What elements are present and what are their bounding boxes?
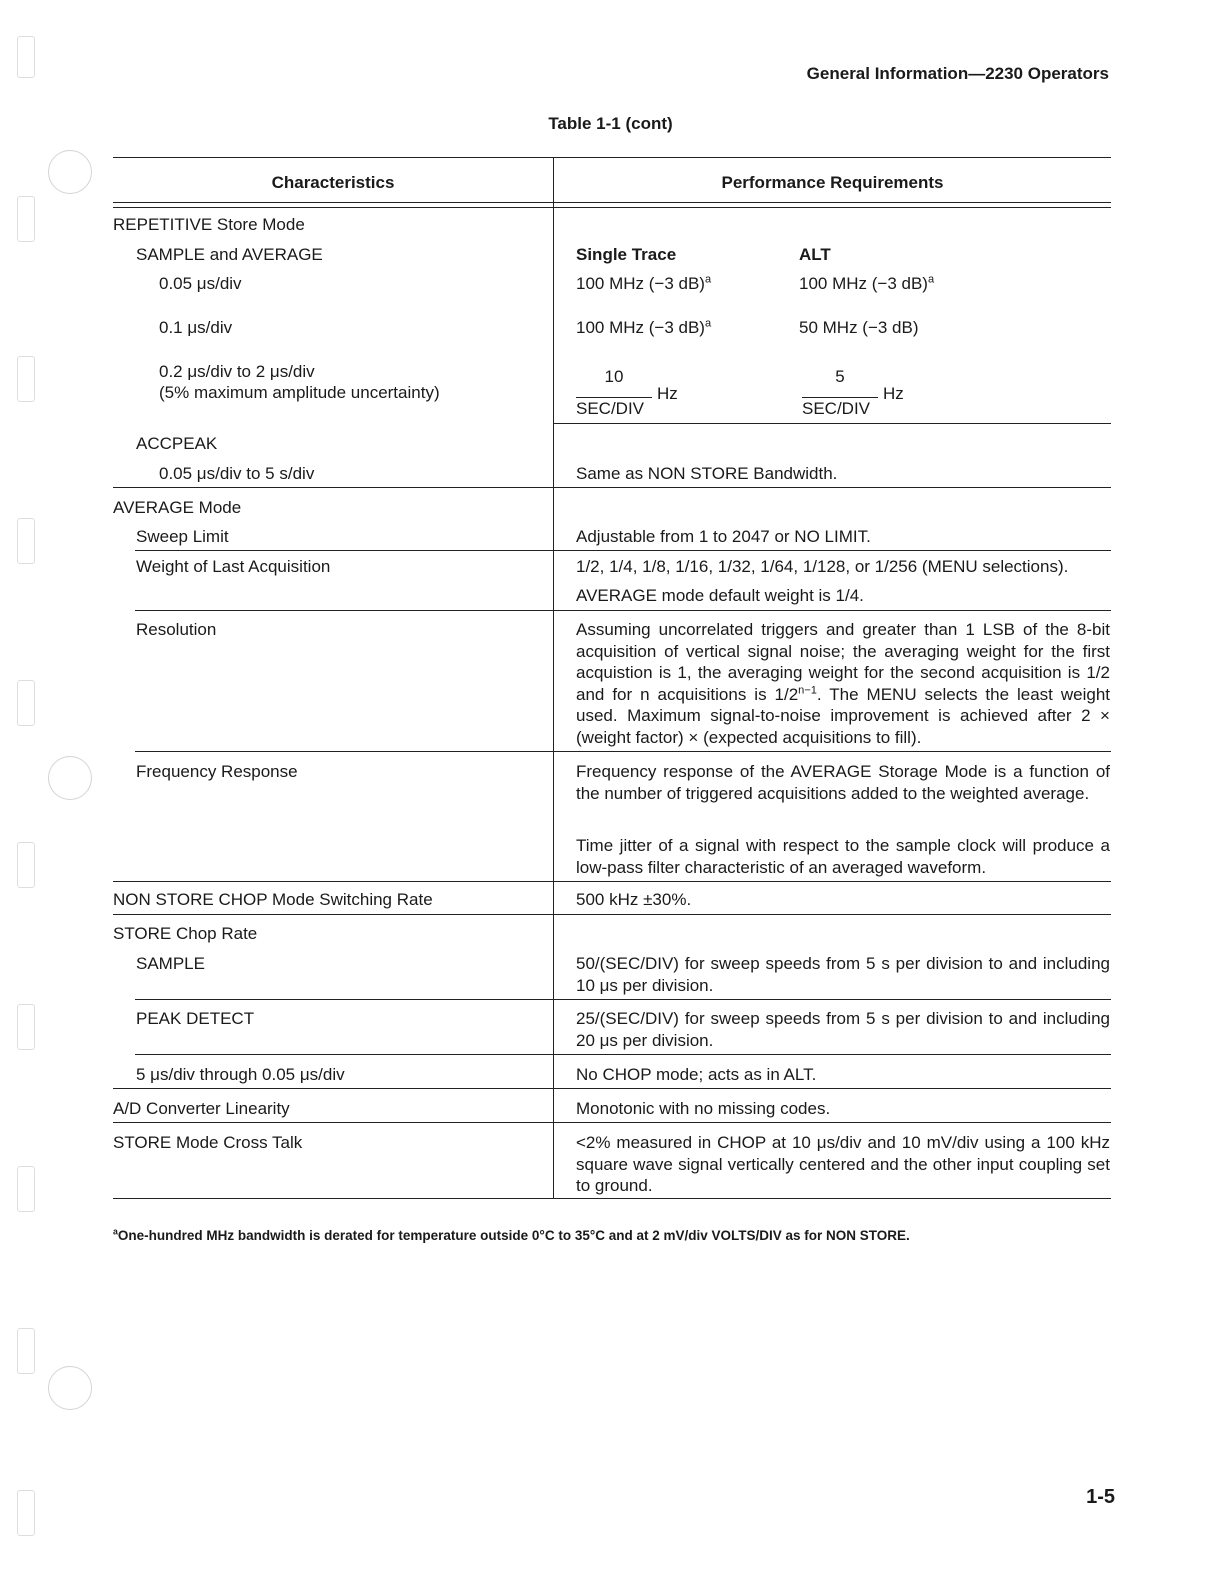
accpeak-value: Same as NON STORE Bandwidth. xyxy=(576,464,838,483)
store-chop-label: STORE Chop Rate xyxy=(113,924,258,943)
table-title: Table 1-1 (cont) xyxy=(548,114,673,133)
binder-mark xyxy=(17,356,35,402)
row-rule xyxy=(113,1122,1111,1123)
store-chop-peak-label: PEAK DETECT xyxy=(136,1009,255,1028)
fraction-unit: Hz xyxy=(657,384,678,403)
table-bottom-rule xyxy=(113,1198,1111,1199)
accpeak-label: ACCPEAK xyxy=(136,434,218,453)
fraction-numerator: 10 xyxy=(604,367,624,386)
store-chop-sample-value: 50/(SEC/DIV) for sweep speeds from 5 s per division to and including 10 μs per division. xyxy=(576,954,1110,995)
fraction-denominator: SEC/DIV xyxy=(802,399,871,418)
row-rule xyxy=(113,1088,1111,1089)
binder-mark xyxy=(17,518,35,564)
row-rule xyxy=(554,423,1111,424)
fraction-bar xyxy=(576,397,652,398)
running-header: General Information—2230 Operators xyxy=(806,64,1109,83)
sample-average-label: SAMPLE and AVERAGE xyxy=(136,245,323,264)
table-top-rule xyxy=(113,157,1111,158)
rep-row1-single: 100 MHz (−3 dB)$^a$ xyxy=(576,273,712,293)
row-rule xyxy=(113,914,1111,915)
weight-label: Weight of Last Acquisition xyxy=(136,557,331,576)
col-header-characteristics: Characteristics xyxy=(271,173,395,192)
punch-hole-middle xyxy=(48,756,92,800)
fraction-denominator: SEC/DIV xyxy=(576,399,645,418)
weight-value-1: 1/2, 1/4, 1/8, 1/16, 1/32, 1/64, 1/128, or 1/256 (MENU selections). xyxy=(576,557,1069,576)
binder-mark xyxy=(17,1004,35,1050)
freq-response-value-1: Frequency response of the AVERAGE Storage Mode is a function of the number of triggered acquisitions added to the weighted average. xyxy=(576,762,1110,803)
row-rule xyxy=(135,550,1111,551)
binder-mark xyxy=(17,1166,35,1212)
binder-mark xyxy=(17,680,35,726)
col-header-performance: Performance Requirements xyxy=(721,173,944,192)
store-chop-sample-label: SAMPLE xyxy=(136,954,205,973)
sweep-limit-label: Sweep Limit xyxy=(136,527,229,546)
header-rule xyxy=(113,202,1111,203)
resolution-value: Assuming uncorrelated triggers and greater than 1 LSB of the 8-bit acquisition of vertical signal noise; the averaging weight for the first acquistion is 1, the averaging weight for the second acquisition is 1/2 and for n acquisitions is $1/2^{n-1}$. The MENU selects the least weight used. Maximum signal-to-noise improvement is achieved after 2 × (weight factor) × (expected acquisitions to fill). xyxy=(576,620,1110,747)
fraction-bar xyxy=(802,397,878,398)
store-chop-fast-value: No CHOP mode; acts as in ALT. xyxy=(576,1065,817,1084)
binder-mark xyxy=(17,36,35,78)
page-number: 1-5 xyxy=(1086,1486,1115,1508)
single-trace-heading: Single Trace xyxy=(576,245,677,264)
rep-row2-label: 0.1 μs/div xyxy=(159,318,233,337)
spec-table xyxy=(113,157,1111,1199)
row-rule xyxy=(135,999,1111,1000)
store-chop-fast-label: 5 μs/div through 0.05 μs/div xyxy=(136,1065,345,1084)
binder-mark xyxy=(17,1328,35,1374)
row-rule xyxy=(135,610,1111,611)
non-store-chop-value: 500 kHz ±30%. xyxy=(576,890,692,909)
freq-response-value-2: Time jitter of a signal with respect to the sample clock will produce a low-pass filter characteristic of an averaged waveform. xyxy=(576,836,1110,877)
rep-row2-single: 100 MHz (−3 dB)$^a$ xyxy=(576,317,712,337)
fraction-numerator: 5 xyxy=(835,367,845,386)
rep-row1-alt: 100 MHz (−3 dB)$^a$ xyxy=(799,273,935,293)
accpeak-range: 0.05 μs/div to 5 s/div xyxy=(159,464,315,483)
punch-hole-top xyxy=(48,150,92,194)
average-mode-label: AVERAGE Mode xyxy=(113,498,242,517)
row-rule xyxy=(135,751,1111,752)
adc-label: A/D Converter Linearity xyxy=(113,1099,290,1118)
cross-talk-label: STORE Mode Cross Talk xyxy=(113,1133,303,1152)
adc-value: Monotonic with no missing codes. xyxy=(576,1099,831,1118)
rep-row3-label: 0.2 μs/div to 2 μs/div xyxy=(159,362,315,381)
sweep-limit-value: Adjustable from 1 to 2047 or NO LIMIT. xyxy=(576,527,871,546)
store-chop-peak-value: 25/(SEC/DIV) for sweep speeds from 5 s per division to and including 20 μs per division. xyxy=(576,1009,1110,1050)
binder-mark xyxy=(17,1490,35,1536)
rep-row1-label: 0.05 μs/div xyxy=(159,274,242,293)
fraction-unit: Hz xyxy=(883,384,904,403)
header-rule-double xyxy=(113,207,1111,208)
alt-heading: ALT xyxy=(799,245,831,264)
cross-talk-value: <2% measured in CHOP at 10 μs/div and 10 mV/div using a 100 kHz square wave signal vertically centered and the other input coupling set to ground. xyxy=(576,1133,1110,1195)
resolution-label: Resolution xyxy=(136,620,217,639)
row-rule xyxy=(113,487,1111,488)
non-store-chop-label: NON STORE CHOP Mode Switching Rate xyxy=(113,890,433,909)
freq-response-label: Frequency Response xyxy=(136,762,298,781)
rep-row3-note: (5% maximum amplitude uncertainty) xyxy=(159,383,440,402)
rep-row2-alt: 50 MHz (−3 dB) xyxy=(799,318,919,337)
row-rule xyxy=(135,1054,1111,1055)
binder-mark xyxy=(17,196,35,242)
footnote: $^a$One-hundred MHz bandwidth is derated for temperature outside 0°C to 35°C and at 2 mV/div VOLTS/DIV as for NON STORE. xyxy=(113,1226,910,1243)
column-divider xyxy=(553,157,554,1199)
repetitive-mode-label: REPETITIVE Store Mode xyxy=(113,215,305,234)
row-rule xyxy=(113,881,1111,882)
punch-hole-bottom xyxy=(48,1366,92,1410)
binder-mark xyxy=(17,842,35,888)
weight-value-2: AVERAGE mode default weight is 1/4. xyxy=(576,586,864,605)
